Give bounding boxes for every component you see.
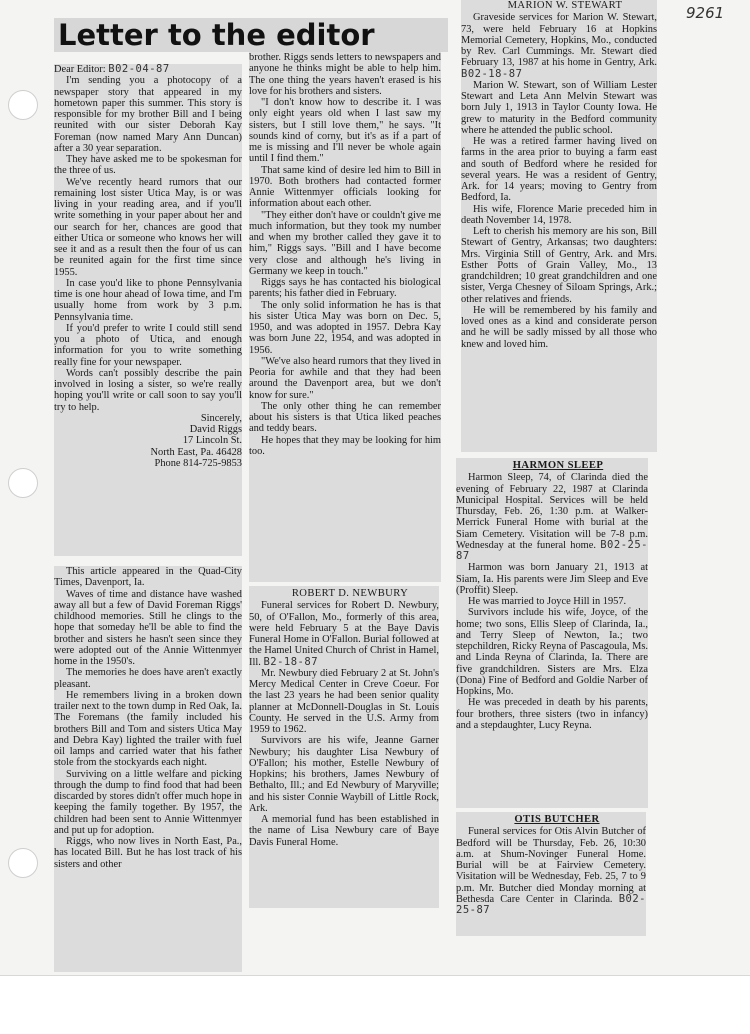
article-paragraph: Surviving on a little welfare and picking through the dump to find food that had been discarded by stores didn't offer much hope in keeping the family together. By 1957, the children had been sent to Annie Wittenmyer and put up for adoption.	[54, 768, 242, 836]
handwritten-date: B02-25-87	[456, 892, 646, 916]
signature-line: David Riggs	[189, 424, 242, 435]
signature-line: Phone 814-725-9853	[154, 457, 242, 469]
obituary-paragraph: He was preceded in death by his parents, four brothers, three sisters (two in infancy) and a stepdaughter, Lucy Reyna.	[456, 697, 648, 731]
obituary-paragraph: A memorial fund has been established in the name of Lisa Newbury care of Baye Davis Funeral Home.	[249, 814, 439, 848]
article-paragraph: Riggs, who now lives in North East, Pa., has located Bill. But he has lost track of his sisters and other	[54, 836, 242, 870]
letter-paragraph: They have asked me to be spokesman for the three of us.	[54, 154, 242, 177]
headline: Letter to the editor	[54, 18, 448, 52]
article-column-2	[249, 52, 441, 582]
article-paragraph: This article appeared in the Quad-City Times, Davenport, Ia.	[54, 566, 242, 589]
article-paragraph: "They either don't have or couldn't give me much information, but they took my number and when my brother called they gave it to him," Riggs says. "Bill and I have become very close and although he's living in Germany we keep in touch."	[249, 209, 441, 277]
obituary-paragraph: Survivors include his wife, Joyce, of the home; two sons, Ellis Sleep of Clarinda, Ia., and Terry Sleep of Newton, Ia.; two stepchildren, Ricky Reyna of Pascagoula, Ms. and Linda Reyna of Clarinda, Ia. There are five grandchildren. Sisters are Mrs. Elza (Dona) Fine of Bedford and Goldie Narber of Hopkins, Mo.	[456, 607, 648, 697]
obituary-title: MARION W. STEWART	[507, 0, 623, 11]
letter-paragraph: I'm sending you a photocopy of a newspaper story that appeared in my hometown paper this summer. This story is responsible for my brother Bill and I being reunited with our sister Deborah Kay Foreman (now named Mary Ann Duncan) after a 30 year separation.	[54, 75, 242, 154]
article-paragraph: The only solid information he has is that his sister Utica May was born on Dec. 5, 1950, and was adopted in 1957. Debra Kay was born June 22, 1954, and was adopted in 1956.	[249, 299, 441, 356]
signature-line: Sincerely,	[200, 412, 242, 424]
handwritten-date: B02-18-87	[461, 67, 523, 80]
obituary-sleep	[456, 458, 648, 808]
article-paragraph: He remembers living in a broken down trailer next to the town dump in Red Oak, Ia. The Foremans (the family included his brothers Bill and Tom and sisters Utica May and Debra Kay) lighted the trailer with fuel oil lamps and carried water that his father stole from the stockyards each night.	[54, 689, 242, 769]
handwritten-page-number: 9261	[686, 4, 725, 22]
obituary-title: ROBERT D. NEWBURY	[291, 588, 409, 599]
page-bottom-margin	[0, 975, 750, 1034]
obituary-paragraph: He was married to Joyce Hill in 1957.	[468, 596, 627, 607]
obituary-paragraph: His wife, Florence Marie preceded him in death November 14, 1978.	[461, 203, 657, 226]
letter-paragraph: Words can't possibly describe the pain involved in losing a sister, so we're really hoping you'll write or call soon to say you'll try to help.	[54, 367, 242, 413]
obituary-paragraph: Harmon was born January 21, 1913 at Siam, Ia. His parents were Jim Sleep and Eve (Proffit) Sleep.	[456, 562, 648, 596]
obituary-stewart	[461, 0, 657, 452]
article-paragraph: "We've also heard rumors that they lived in Peoria for awhile and that they had been around the Davenport area, but we don't know for sure."	[249, 355, 441, 401]
signature-line: 17 Lincoln St.	[182, 435, 242, 447]
article-paragraph: brother. Riggs sends letters to newspapers and anyone he thinks might be able to help him. The one thing the years haven't erased is his love for his brothers and sisters.	[249, 52, 441, 97]
letter-paragraph: We've recently heard rumors that our remaining lost sister Utica May, is or was living in your reading area, and if you'll write something in your paper about her and our search for her, chances are good that either Utica or someone who knows her will see it and as a result then the four of us can be reunited again for the first time since 1955.	[54, 176, 242, 278]
obituary-paragraph: Graveside services for Marion W. Stewart, 73, were held February 16 at Hopkins Memorial Cemetery, Hopkins, Mo., conducted by Rev. Carl Cummings. Mr. Stewart died February 13, 1987 at his home in Gentry, Ark. B02-18-87	[461, 12, 657, 80]
obituary-paragraph: Funeral services for Robert D. Newbury, 50, of O'Fallon, Mo., formerly of this area, were held February 5 at the Baye Davis Funeral Home in O'Fallon. Burial followed at the Hamel United Church of Christ in Hamel, Ill. B2-18-87	[249, 600, 439, 668]
obituary-butcher	[456, 812, 646, 936]
article-paragraph: He hopes that they may be looking for him too.	[249, 434, 441, 457]
obituary-newbury	[249, 586, 439, 908]
article-paragraph: The only other thing he can remember about his sisters is that Utica liked peaches and teddy bears.	[249, 400, 441, 435]
letter-column-1	[54, 64, 242, 556]
signature-line: North East, Pa. 46428	[150, 446, 242, 458]
obituary-paragraph: He was a retired farmer having lived on farms in the area prior to buying a farm east and south of Bedford where he resided for several years. He was a resident of Gentry, Ark. for 14 years; moving to Gentry from Bedford, Ia.	[461, 136, 657, 204]
obituary-paragraph: Funeral services for Otis Alvin Butcher of Bedford will be Thursday, Feb. 26, 10:30 a.m. at Shum-Novinger Funeral Home. Burial will be at Fairview Cemetery. Visitation will be Wednesday, Feb. 25, 7 to 9 p.m. Mr. Butcher died Monday morning at Bethesda Care Center in Clarinda. B02-25-87	[456, 826, 646, 916]
obituary-title: OTIS BUTCHER	[514, 814, 600, 825]
article-paragraph: That same kind of desire led him to Bill in 1970. Both brothers had contacted former Annie Wittenmyer officials looking for information about each other.	[249, 164, 441, 210]
obituary-paragraph: Left to cherish his memory are his son, Bill Stewart of Gentry, Arkansas; two daughters: Mrs. Virginia Still of Gentry, Ark. and Mrs. Esther Potts of Grain Valley, Mo., 13 grandchildren; 10 great grandchildren and one sister, Verga Chesney of Siloam Springs, Ark.; other relatives and friends.	[461, 226, 657, 305]
article-paragraph: "I don't know how to describe it. I was only eight years old when I last saw my sisters, but I still love them," he says. "It sounds kind of corny, but it's as if a part of me is missing and I'll never be whole again until I find them."	[249, 97, 441, 165]
obituary-paragraph: Mr. Newbury died February 2 at St. John's Mercy Medical Center in Creve Coeur. For the last 23 years he had been senior quality planner at McDonnell-Douglas in St. Louis County. He served in the U.S. Army from 1959 to 1962.	[249, 667, 439, 735]
letter-paragraph: If you'd prefer to write I could still send you a photo of Utica, and enough information for you to write something really fine for your newspaper.	[54, 322, 242, 368]
obituary-title: HARMON SLEEP	[512, 460, 604, 471]
punch-hole	[8, 848, 38, 878]
punch-hole	[8, 90, 38, 120]
handwritten-date: B02-04-87	[108, 64, 170, 75]
punch-hole	[8, 468, 38, 498]
obituary-paragraph: Harmon Sleep, 74, of Clarinda died the evening of February 22, 1987 at Clarinda Municipal Hospital. Services will be held Thursday, Feb. 26, 1:30 p.m. at Walker-Merrick Funeral Home with burial at the Siam Cemetery. Visitation will be 7-8 p.m. Wednesday at the funeral home. B02-25-87	[456, 472, 648, 562]
obituary-paragraph: He will be remembered by his family and loved ones as a kind and considerate person and he will be sadly missed by all those who knew and loved him.	[461, 304, 657, 350]
letter-paragraph: Dear Editor: B02-04-87	[54, 64, 170, 75]
article-paragraph: Waves of time and distance have washed away all but a few of David Foreman Riggs' childhood memories. Still he clings to the hope that someday he'll be able to find the brother and sisters he hasn't seen since they were adopted out of the Annie Wittenmyer home in the 1950's.	[54, 588, 242, 667]
article-paragraph: The memories he does have aren't exactly pleasant.	[54, 667, 242, 690]
article-column-1	[54, 566, 242, 972]
handwritten-date: B02-25-87	[456, 538, 648, 562]
handwritten-date: B2-18-87	[263, 655, 319, 668]
article-paragraph: Riggs says he has contacted his biological parents; his father died in February.	[249, 277, 441, 300]
obituary-paragraph: Marion W. Stewart, son of William Lester Stewart and Leta Ann Melvin Stewart was born July 1, 1913 in Taylor County Iowa. He grew to maturity in the Bedford community where he attended the public school.	[461, 79, 657, 136]
obituary-paragraph: Survivors are his wife, Jeanne Garner Newbury; his daughter Lisa Newbury of O'Fallon; his mother, Estelle Newbury of Hopkins; his brothers, James Newbury of Bethalto, Ill.; and Ed Newbury of Maryville; and his sister Connie Waybill of Little Rock, Ark.	[249, 735, 439, 814]
letter-paragraph: In case you'd like to phone Pennsylvania time is one hour ahead of Iowa time, and I'm usually home from work by 3 p.m. Pennsylvania time.	[54, 277, 242, 323]
